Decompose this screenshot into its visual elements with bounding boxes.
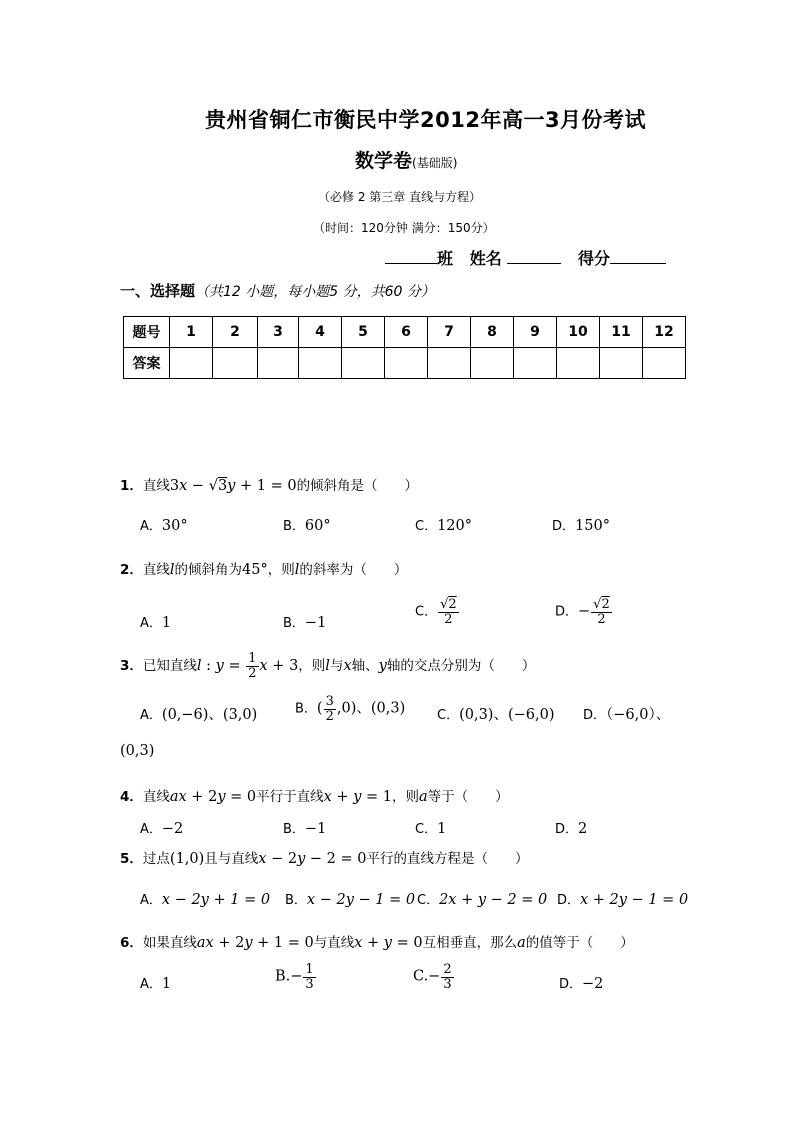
option-value: (0,3)、(−6,0) xyxy=(459,707,555,723)
point-value: (1,0) xyxy=(169,851,205,867)
question-text: 轴、 xyxy=(351,658,379,675)
class-blank[interactable] xyxy=(385,247,437,264)
option-label: B.− xyxy=(275,968,303,985)
option-label: A． xyxy=(140,519,162,534)
option-value: −2 xyxy=(161,821,184,837)
question-text: 互相垂直，那么 xyxy=(422,935,518,951)
option-value: 1 xyxy=(161,615,172,631)
question-text: 平行的直线方程是（ ） xyxy=(366,851,529,867)
exam-subtitle xyxy=(355,146,457,173)
option-b[interactable] xyxy=(275,963,317,991)
question-text: 等于（ ） xyxy=(427,789,509,805)
question-number: 3． xyxy=(120,658,143,675)
answer-cell[interactable] xyxy=(213,348,258,379)
option-a[interactable] xyxy=(140,612,171,631)
option-label: A． xyxy=(140,977,162,992)
question-text: 如果直线 xyxy=(142,935,197,951)
grid-number: 6 xyxy=(385,317,428,348)
fraction-three-halves: $\frac{3}{2}$ xyxy=(325,694,334,724)
option-label: A． xyxy=(140,708,162,723)
option-label: C.− xyxy=(413,968,441,985)
answer-cell[interactable] xyxy=(170,348,213,379)
option-a[interactable] xyxy=(140,818,183,837)
grid-row-label: 题号 xyxy=(124,317,170,348)
question-text: ，则 xyxy=(267,562,295,578)
option-label: B． xyxy=(295,701,317,717)
exam-time-info: （时间：120分钟 满分：150分） xyxy=(313,221,495,235)
question-text: 的倾斜角为 xyxy=(174,562,243,578)
answer-cell[interactable] xyxy=(643,348,686,379)
option-b[interactable] xyxy=(283,612,326,631)
subtitle-text: 数学卷 xyxy=(355,150,413,172)
option-value: −1 xyxy=(304,821,327,837)
option-value: 30° xyxy=(161,518,188,534)
option-value: ,0)、(0,3) xyxy=(336,700,406,717)
equation: x + 3 xyxy=(259,658,299,675)
exam-title: 贵州省铜仁市衡民中学2012年高一3月份考试 xyxy=(205,108,647,132)
student-info-row xyxy=(385,246,666,269)
option-value: x − 2y − 1 = 0 xyxy=(306,892,416,908)
option-label: A． xyxy=(140,822,162,837)
section-title: 一、选择题 xyxy=(120,282,196,300)
answer-cell[interactable] xyxy=(342,348,385,379)
score-blank[interactable] xyxy=(610,247,666,264)
name-blank[interactable] xyxy=(507,247,561,264)
question-2 xyxy=(120,558,407,578)
fraction-two-thirds: $\frac{2}{3}$ xyxy=(443,962,452,992)
question-number: 6． xyxy=(120,935,143,951)
option-value: −2 xyxy=(582,976,604,992)
option-value: 150° xyxy=(575,518,610,534)
option-c[interactable] xyxy=(417,889,547,908)
question-text: ，则 xyxy=(391,789,419,805)
axis-symbol: x xyxy=(343,658,352,675)
question-number: 2． xyxy=(120,562,143,578)
angle-value: 45° xyxy=(242,562,268,578)
option-label: D． xyxy=(555,822,579,837)
question-text: 直线 xyxy=(142,562,170,578)
question-3 xyxy=(120,652,535,680)
option-value: 120° xyxy=(437,518,473,534)
equation: l : y = xyxy=(196,658,246,675)
option-label: C． xyxy=(437,708,460,723)
fraction-one-half: $\frac{1}{2}$ xyxy=(248,651,257,681)
answer-grid-header-row xyxy=(124,317,686,348)
paren: ( xyxy=(316,700,323,717)
grid-number: 9 xyxy=(514,317,557,348)
question-text: 直线 xyxy=(142,789,170,805)
grid-number: 5 xyxy=(342,317,385,348)
question-number: 5． xyxy=(120,851,143,867)
option-label: A． xyxy=(140,616,162,631)
question-text: ，则 xyxy=(298,658,326,675)
option-value: （−6,0）、 xyxy=(606,707,671,723)
question-text: 过点 xyxy=(142,851,170,867)
equation: x + y = 1 xyxy=(323,789,392,805)
grid-number: 2 xyxy=(213,317,258,348)
name-label: 姓名 xyxy=(469,249,502,268)
answer-grid xyxy=(123,316,686,379)
question-5 xyxy=(120,847,528,867)
option-value: 60° xyxy=(304,518,331,534)
exam-scope: （必修 2 第三章 直线与方程） xyxy=(318,190,482,204)
line-symbol: l xyxy=(169,562,175,578)
option-label: C． xyxy=(417,893,440,908)
option-c[interactable] xyxy=(437,703,554,724)
option-label: D． xyxy=(557,893,581,908)
option-label: C． xyxy=(415,604,438,620)
question-4 xyxy=(120,785,509,805)
fraction-sqrt2-over-2: $\frac{√2}{2}$ xyxy=(440,597,457,627)
class-label: 班 xyxy=(437,249,454,268)
question-number: 4． xyxy=(120,789,143,805)
option-value: 1 xyxy=(161,976,172,992)
option-d-continued xyxy=(120,743,154,759)
option-label: B． xyxy=(285,893,307,908)
option-label: B． xyxy=(283,616,305,631)
option-a[interactable] xyxy=(140,515,188,534)
answer-cell[interactable] xyxy=(299,348,342,379)
variable-a: a xyxy=(418,789,428,805)
section-note: （共12 小题，每小题5 分，共60 分） xyxy=(195,284,435,300)
option-label: B． xyxy=(283,519,305,534)
option-d[interactable] xyxy=(557,889,688,908)
equation: x + y = 0 xyxy=(354,935,423,951)
option-value: x − 2y + 1 = 0 xyxy=(161,892,271,908)
question-1 xyxy=(120,474,418,494)
grid-number: 3 xyxy=(258,317,299,348)
option-a[interactable] xyxy=(140,973,171,992)
option-d[interactable] xyxy=(552,515,610,534)
minus-sign: − xyxy=(578,603,591,620)
option-value: 2x + y − 2 = 0 xyxy=(439,892,548,908)
option-label: C． xyxy=(415,822,438,837)
option-value: 1 xyxy=(437,821,447,837)
question-text: 的值等于（ ） xyxy=(525,935,634,951)
option-b[interactable] xyxy=(283,818,326,837)
grid-number: 12 xyxy=(643,317,686,348)
equation: x − 2y − 2 = 0 xyxy=(258,851,367,867)
grid-number: 7 xyxy=(428,317,471,348)
option-c[interactable] xyxy=(415,818,446,837)
fraction-sqrt2-over-2: $\frac{√2}{2}$ xyxy=(593,597,610,627)
question-text: 平行于直线 xyxy=(256,789,324,805)
answer-cell[interactable] xyxy=(385,348,428,379)
question-text: 且与直线 xyxy=(204,851,259,867)
option-b[interactable] xyxy=(295,695,405,723)
equation: ax + 2y = 0 xyxy=(169,789,257,805)
question-text: 直线 xyxy=(142,478,170,494)
question-text: 轴的交点分别为（ ） xyxy=(386,658,536,675)
option-c[interactable] xyxy=(415,598,460,626)
option-value: (0,−6)、(3,0) xyxy=(161,707,258,723)
answer-cell[interactable] xyxy=(471,348,514,379)
option-label: D． xyxy=(583,708,607,723)
option-label: D． xyxy=(555,604,579,620)
grid-row-label: 答案 xyxy=(124,348,170,379)
line-symbol: l xyxy=(325,658,330,675)
variable-a: a xyxy=(517,935,526,951)
option-b[interactable] xyxy=(283,515,331,534)
equation: ax + 2y + 1 = 0 xyxy=(196,935,314,951)
grid-number: 4 xyxy=(299,317,342,348)
option-value: 2 xyxy=(578,821,588,837)
option-label: B． xyxy=(283,822,305,837)
option-b[interactable] xyxy=(285,889,415,908)
option-a[interactable] xyxy=(140,889,270,908)
equation: 3x − √3y + 1 = 0 xyxy=(169,478,297,494)
axis-symbol: y xyxy=(378,658,387,675)
option-value: (0,3) xyxy=(120,743,155,759)
fraction-one-third: $\frac{1}{3}$ xyxy=(305,962,314,992)
option-d[interactable] xyxy=(583,703,670,724)
question-text: 与直线 xyxy=(313,935,355,951)
question-text: 的斜率为（ ） xyxy=(299,562,408,578)
option-label: C． xyxy=(415,519,438,534)
grid-number: 8 xyxy=(471,317,514,348)
option-d[interactable] xyxy=(555,598,613,626)
question-number: 1． xyxy=(120,478,143,494)
option-c[interactable] xyxy=(413,963,455,991)
option-value: −1 xyxy=(304,615,327,631)
option-label: D． xyxy=(552,519,576,534)
answer-cell[interactable] xyxy=(258,348,299,379)
answer-cell[interactable] xyxy=(600,348,643,379)
option-d[interactable] xyxy=(555,818,587,837)
option-value: x + 2y − 1 = 0 xyxy=(580,892,689,908)
option-d[interactable] xyxy=(559,973,603,992)
line-symbol: l xyxy=(294,562,300,578)
answer-cell[interactable] xyxy=(428,348,471,379)
grid-number: 11 xyxy=(600,317,643,348)
question-text: 的倾斜角是（ ） xyxy=(296,478,419,494)
question-6 xyxy=(120,931,634,951)
answer-cell[interactable] xyxy=(514,348,557,379)
grid-number: 10 xyxy=(557,317,600,348)
question-text: 与 xyxy=(329,658,344,675)
subtitle-note: (基础版) xyxy=(412,156,458,170)
option-label: A． xyxy=(140,893,162,908)
question-text: 已知直线 xyxy=(142,658,197,675)
option-label: D． xyxy=(559,977,583,992)
answer-cell[interactable] xyxy=(557,348,600,379)
option-a[interactable] xyxy=(140,703,257,724)
score-label: 得分 xyxy=(578,249,611,268)
grid-number: 1 xyxy=(170,317,213,348)
section-heading xyxy=(120,280,435,301)
answer-grid-answer-row xyxy=(124,348,686,379)
option-c[interactable] xyxy=(415,515,472,534)
